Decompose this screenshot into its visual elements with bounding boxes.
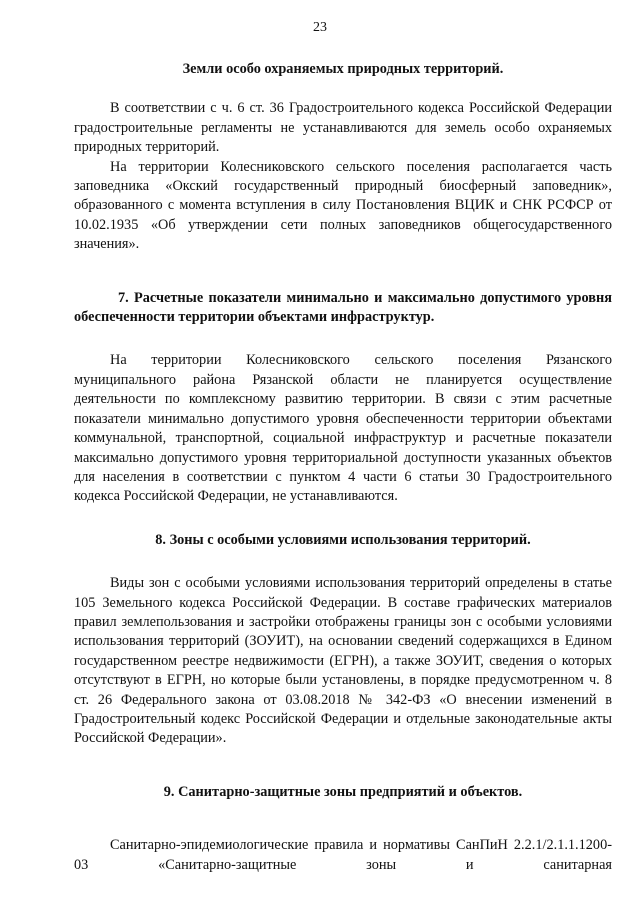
page-number: 23	[313, 20, 327, 35]
document-body	[74, 60, 612, 875]
paragraph-section-8: Виды зон с особыми условиями использования территорий определены в статье 105 Земельного кодекса Российской Федерации. В составе графических материалов правил землепользования и застройки отображены границы зон с особыми условиями использования территорий (ЗОУИТ), на основании сведений содержащихся в Едином государственном реестре недвижимости (ЕГРН), а также ЗОУИТ, сведения о которых отсутствуют в ЕГРН, но которые были установлены, в порядке предусмотренном ч. 8 ст. 26 Федерального закона от 03.08.2018 № 342-ФЗ «О внесении изменений в Градостроительный кодекс Российской Федерации и отдельные законодательные акты Российской Федерации».	[74, 575, 612, 747]
section-title-7: 7. Расчетные показатели минимально и максимально допустимого уровня обеспеченности территории объектами инфраструктур.	[74, 289, 612, 326]
section-title-9: 9. Санитарно-защитные зоны предприятий и объектов.	[163, 783, 523, 800]
section-title-8: 8. Зоны с особыми условиями использования территорий.	[155, 531, 531, 548]
paragraph-section-7: На территории Колесниковского сельского поселения Рязанского муниципального района Рязанской области не планируется осуществление деятельности по комплексному развитию территории. В связи с этим расчетные показатели минимально допустимого уровня обеспеченности территории объектами коммунальной, транспортной, социальной инфраструктур и расчетные показатели максимально допустимого уровня территориальной доступности указанных объектов для населения в соответствии с пунктом 4 части 6 статьи 30 Градостроительного кодекса Российской Федерации, не устанавливаются.	[74, 352, 612, 505]
paragraph-protected-areas-2: На территории Колесниковского сельского поселения располагается часть заповедника «Окский государственный природный биосферный заповедник», образованного с момента вступления в силу Постановления ВЦИК и СНК РСФСР от 10.02.1935 «Об утверждении сети полных заповедников общегосударственного значения».	[74, 158, 612, 253]
section-title-protected-areas: Земли особо охраняемых природных территорий.	[182, 61, 504, 77]
paragraph-section-9: Санитарно-эпидемиологические правила и нормативы СанПиН 2.2.1/2.1.1.1200-03 «Санитарно-защитные зоны и санитарная	[74, 837, 612, 873]
paragraph-protected-areas-1: В соответствии с ч. 6 ст. 36 Градостроительного кодекса Российской Федерации градостроительные регламенты не устанавливаются для земель особо охраняемых природных территорий.	[74, 100, 612, 156]
